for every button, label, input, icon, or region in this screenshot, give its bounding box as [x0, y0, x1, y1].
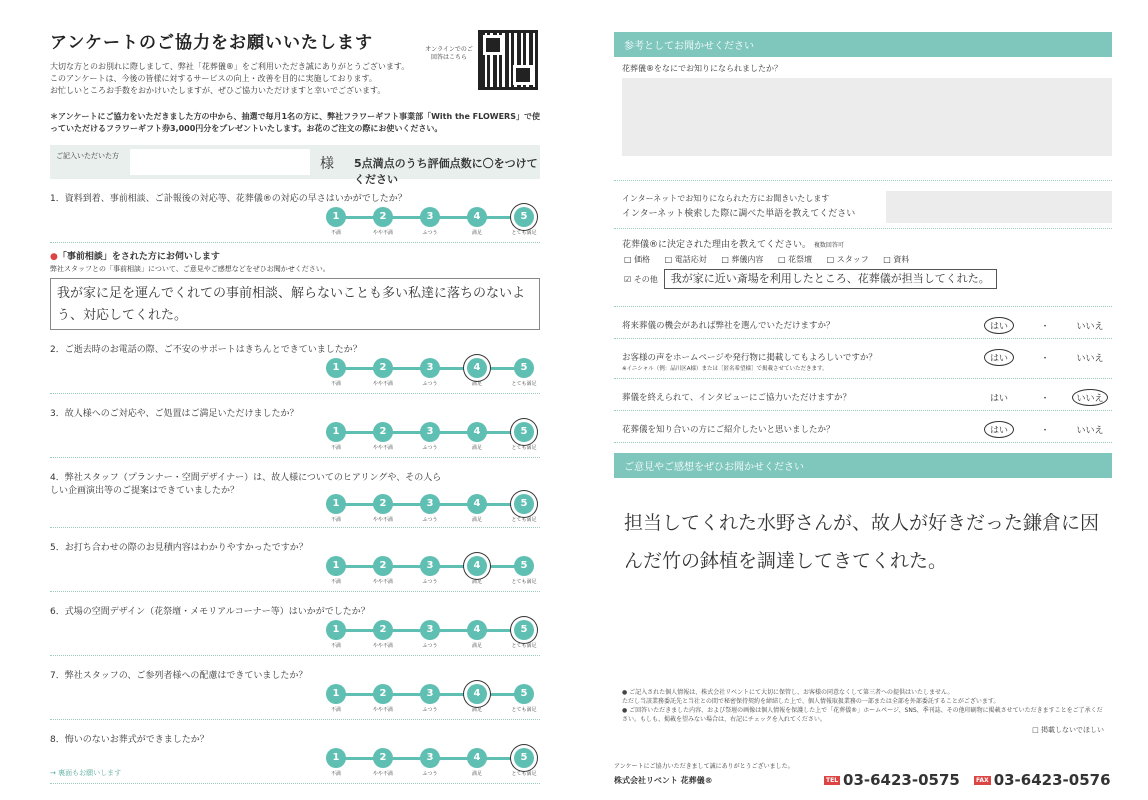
- rating-number: 1: [326, 748, 346, 768]
- rating-number: 4: [467, 620, 487, 640]
- rating-label: 満足: [471, 707, 482, 713]
- rating-label: ふつう: [422, 707, 438, 713]
- rating-number: 1: [326, 422, 346, 442]
- rating-number: 3: [420, 620, 440, 640]
- rating-label: ふつう: [422, 445, 438, 451]
- rating-option-4[interactable]: [467, 748, 487, 777]
- checkbox-staff[interactable]: □ スタッフ: [826, 255, 869, 264]
- no-option[interactable]: いいえ: [1072, 389, 1108, 406]
- rating-number: 4: [467, 207, 487, 227]
- yes-no-question: 葬儀を終えられて、インタビューにご協力いただけますか？: [622, 393, 851, 403]
- rating-label: ふつう: [422, 643, 438, 649]
- opinion-header: ご意見やご感想をぜひお聞かせください: [614, 453, 1112, 478]
- yes-option[interactable]: はい: [984, 317, 1014, 334]
- separator-dot: ・: [1040, 354, 1050, 364]
- rating-option-3[interactable]: [420, 748, 440, 777]
- rating-label: やや不満: [372, 381, 393, 387]
- yes-no-row: [614, 339, 1112, 379]
- survey-back-page: [574, 0, 1148, 800]
- page-title: アンケートのご協力をお願いいたします: [50, 33, 373, 53]
- rating-option-5[interactable]: [511, 207, 537, 236]
- checkbox-phone[interactable]: □ 電話応対: [664, 255, 707, 264]
- yes-no-question: お客様の声をホームページや発行物に掲載してもよろしいですか？: [622, 353, 877, 363]
- rating-scale: [326, 207, 536, 237]
- question-row: [50, 398, 540, 458]
- rating-number: 3: [420, 684, 440, 704]
- rating-option-3[interactable]: [420, 684, 440, 713]
- rating-number: 1: [326, 556, 346, 576]
- rating-option-3[interactable]: [420, 422, 440, 451]
- privacy-line: ● ご回答いただきました内容、および祭壇の画像は個人情報を保護した上で「花葬儀®」ホームページ、SNS、季刊誌、その他印刷物に掲載させていただきますことをご了承ください。もしも、掲載を望みない場合は、右記にチェックを入れてください。: [622, 707, 1103, 723]
- no-option[interactable]: いいえ: [1076, 426, 1104, 436]
- rating-label: 不満: [330, 445, 341, 451]
- no-publish-checkbox[interactable]: □ 掲載しないでほしい: [1032, 726, 1104, 734]
- rating-label: とても満足: [511, 643, 537, 649]
- rating-option-3[interactable]: [420, 494, 440, 523]
- question-text: 7．弊社スタッフの、ご参列者様への配慮はできていましたか？: [50, 671, 308, 681]
- rating-label: 不満: [330, 707, 341, 713]
- checkbox-price[interactable]: □ 価格: [624, 255, 651, 264]
- rating-option-3[interactable]: [420, 358, 440, 387]
- rating-label: やや不満: [372, 707, 393, 713]
- rating-option-2[interactable]: [373, 620, 393, 649]
- question-row: [50, 532, 540, 592]
- privacy-line: ただし当該業務委託先と当社との間で秘密保持契約を締結した上で、個人情報取扱業務の一部または全部を外部委託することがございます。: [622, 698, 1000, 705]
- rating-label: 満足: [471, 445, 482, 451]
- question-row: [50, 660, 540, 720]
- rating-option-1[interactable]: [326, 358, 346, 387]
- rating-option-3[interactable]: [420, 207, 440, 236]
- checkbox-other[interactable]: ☑ その他: [624, 275, 658, 284]
- lottery-notice: ＊アンケートにご協力をいただきました方の中から、抽選で毎月1名の方に、弊社フラワーギフト事業部「With the FLOWERS」で使っていただけるフラワーギフト券3,000円分をプレゼントいたします。お花のご注文の際にお使いください。: [50, 112, 540, 133]
- rating-option-2[interactable]: [373, 358, 393, 387]
- rating-option-1[interactable]: [326, 422, 346, 451]
- rating-number: 3: [420, 494, 440, 514]
- privacy-notice: [614, 688, 1112, 735]
- rating-number: 2: [373, 556, 393, 576]
- fax-badge: FAX: [976, 777, 989, 784]
- rating-number: 5: [514, 358, 534, 378]
- contact-footer: [614, 761, 1114, 789]
- rating-number: 1: [326, 207, 346, 227]
- rating-label: 不満: [330, 381, 341, 387]
- rating-label: 不満: [330, 517, 341, 523]
- rating-option-1[interactable]: [326, 748, 346, 777]
- reason-checkboxes: [614, 250, 1112, 269]
- rating-label: 不満: [330, 579, 341, 585]
- rating-option-5[interactable]: [511, 684, 537, 713]
- rating-number: 2: [373, 684, 393, 704]
- rating-option-2[interactable]: [373, 684, 393, 713]
- rating-number: 3: [420, 556, 440, 576]
- rating-label: とても満足: [511, 381, 537, 387]
- internet-question-2: インターネット検索した際に調べた単語を教えてください: [622, 209, 856, 219]
- yes-no-row: [614, 411, 1112, 443]
- rating-label: やや不満: [372, 643, 393, 649]
- yes-no-question: 将来葬儀の機会があれば弊社を選んでいただけますか？: [622, 321, 835, 331]
- rating-scale: [326, 748, 536, 778]
- rating-option-4[interactable]: [467, 358, 487, 387]
- rating-instruction: 5点満点のうち評価点数に〇をつけてください: [354, 157, 538, 186]
- rating-number: 3: [420, 422, 440, 442]
- rating-number: 2: [373, 422, 393, 442]
- question-text: 2．ご逝去時のお電話の際、ご不安のサポートはきちんとできていましたか？: [50, 345, 362, 355]
- rating-label: とても満足: [511, 579, 537, 585]
- checkbox-altar[interactable]: □ 花祭壇: [777, 255, 813, 264]
- rating-option-1[interactable]: [326, 556, 346, 585]
- question-text: 8．悔いのないお葬式ができましたか？: [50, 735, 209, 745]
- rating-label: ふつう: [422, 517, 438, 523]
- rating-label: やや不満: [372, 230, 393, 236]
- rating-number: 5: [514, 556, 534, 576]
- rating-number: 4: [467, 422, 487, 442]
- consult-section: [50, 249, 540, 330]
- rating-option-5[interactable]: [511, 422, 537, 451]
- rating-label: やや不満: [372, 445, 393, 451]
- no-option[interactable]: いいえ: [1076, 354, 1104, 364]
- rating-label: ふつう: [422, 381, 438, 387]
- rating-scale: [326, 620, 536, 650]
- rating-number: 3: [420, 358, 440, 378]
- name-field[interactable]: [130, 149, 310, 175]
- yes-no-note: ※イニシャル（例：品川区A様）または［匿名希望様］で掲載させていただきます。: [622, 366, 828, 372]
- rating-option-1[interactable]: [326, 620, 346, 649]
- rating-number: 4: [467, 556, 487, 576]
- question-text: 4．弊社スタッフ（プランナー・空間デザイナー）は、故人様についてのヒアリングや、その人らしい企画演出等のご提案はできていましたか？: [50, 473, 442, 496]
- rating-label: 満足: [471, 230, 482, 236]
- reason-note: 複数回答可: [813, 242, 844, 249]
- rating-label: 満足: [471, 381, 482, 387]
- search-term-field[interactable]: [886, 191, 1112, 223]
- know-section: [614, 57, 1112, 181]
- rating-number: 4: [467, 748, 487, 768]
- rating-option-3[interactable]: [420, 620, 440, 649]
- consult-answer: 我が家に足を運んでくれての事前相談、解らないことも多い私達に落ちのないよう、対応してくれた。: [50, 278, 540, 330]
- rating-number: 4: [467, 494, 487, 514]
- rating-option-3[interactable]: [420, 556, 440, 585]
- know-answer-field[interactable]: [622, 78, 1112, 156]
- rating-option-5[interactable]: [511, 620, 537, 649]
- rating-label: とても満足: [511, 771, 537, 777]
- consult-sub: 弊社スタッフとの「事前相談」について、ご意見やご感想などをぜひお聞かせください。: [50, 265, 330, 273]
- other-answer: 我が家に近い斎場を利用したところ、花葬儀が担当してくれた。: [664, 269, 997, 289]
- question-row: [50, 183, 540, 243]
- rating-number: 2: [373, 207, 393, 227]
- consult-heading: 「事前相談」をされた方にお伺いします: [57, 252, 220, 262]
- rating-number: 5: [514, 748, 534, 768]
- intro-line: 大切な方とのお別れに際しまして、弊社「花葬儀®」をご利用いただき誠にありがとうございます。: [50, 62, 410, 71]
- rating-number: 1: [326, 494, 346, 514]
- intro-line: お忙しいところお手数をおかけいたしますが、ぜひご協力いただけますと幸いでございます。: [50, 86, 386, 95]
- rating-label: 満足: [471, 771, 482, 777]
- reason-question: 花葬儀®に決定された理由を教えてください。: [622, 240, 812, 250]
- rating-label: やや不満: [372, 579, 393, 585]
- question-text: 3．故人様へのご対応や、ご処置はご満足いただけましたか？: [50, 409, 299, 419]
- reason-section: [614, 229, 1112, 307]
- intro-text: [50, 61, 540, 97]
- rating-label: 満足: [471, 517, 482, 523]
- question-text: 1．資料到着、事前相談、ご訃報後の対応等、花葬儀®の対応の早さはいかがでしたか？: [50, 194, 407, 204]
- rating-label: 満足: [471, 579, 482, 585]
- separator-dot: ・: [1040, 426, 1050, 436]
- rating-scale: [326, 684, 536, 714]
- question-row: [50, 462, 540, 528]
- rating-number: 4: [467, 684, 487, 704]
- rating-label: ふつう: [422, 771, 438, 777]
- rating-option-4[interactable]: [467, 494, 487, 523]
- rating-number: 3: [420, 207, 440, 227]
- question-row: [50, 596, 540, 656]
- rating-option-4[interactable]: [467, 620, 487, 649]
- rating-number: 5: [514, 684, 534, 704]
- rating-label: 不満: [330, 643, 341, 649]
- rating-option-2[interactable]: [373, 748, 393, 777]
- rating-number: 1: [326, 620, 346, 640]
- rating-scale: [326, 358, 536, 388]
- thanks-text: アンケートにご協力いただきまして誠にありがとうございました。: [614, 763, 794, 770]
- no-option[interactable]: いいえ: [1076, 322, 1104, 332]
- rating-label: とても満足: [511, 517, 537, 523]
- checkbox-materials[interactable]: □ 資料: [883, 255, 910, 264]
- rating-label: ふつう: [422, 579, 438, 585]
- internet-question-1: インターネットでお知りになられた方にお聞きいたします: [622, 194, 830, 203]
- name-label: ご記入いただいた方: [56, 152, 119, 160]
- yes-no-row: [614, 307, 1112, 339]
- question-row: [50, 724, 540, 784]
- opinion-answer: 担当してくれた水野さんが、故人が好きだった鎌倉に因んだ竹の鉢植を調達してきてくれた。: [624, 512, 1100, 572]
- qr-label: オンラインでのご回答はこちら: [425, 46, 473, 61]
- bullet-icon: ●: [50, 252, 58, 262]
- rating-number: 5: [514, 207, 534, 227]
- fax-number: 03-6423-0576: [993, 771, 1111, 789]
- rating-option-5[interactable]: [511, 748, 537, 777]
- honorific: 様: [320, 156, 334, 172]
- question-text: 5．お打ち合わせの際のお見積内容はわかりやすかったですか？: [50, 543, 308, 553]
- rating-option-1[interactable]: [326, 207, 346, 236]
- rating-scale: [326, 494, 536, 524]
- rating-number: 5: [514, 620, 534, 640]
- rating-label: 不満: [330, 230, 341, 236]
- rating-number: 5: [514, 422, 534, 442]
- yes-option[interactable]: はい: [984, 349, 1014, 366]
- rating-label: とても満足: [511, 445, 537, 451]
- rating-label: 満足: [471, 643, 482, 649]
- rating-option-5[interactable]: [511, 358, 537, 387]
- rating-option-2[interactable]: [373, 556, 393, 585]
- rating-label: やや不満: [372, 517, 393, 523]
- rating-label: とても満足: [511, 707, 537, 713]
- tel-badge: TEL: [826, 777, 839, 784]
- rating-number: 1: [326, 684, 346, 704]
- checkbox-content[interactable]: □ 葬儀内容: [721, 255, 764, 264]
- rating-option-5[interactable]: [511, 556, 537, 585]
- rating-number: 2: [373, 494, 393, 514]
- separator-dot: ・: [1040, 322, 1050, 332]
- tel-number: 03-6423-0575: [843, 771, 960, 789]
- rating-option-1[interactable]: [326, 684, 346, 713]
- yes-no-list: [614, 307, 1114, 443]
- yes-no-row: [614, 379, 1112, 411]
- respondent-name-bar: [50, 145, 540, 186]
- rating-option-4[interactable]: [467, 207, 487, 236]
- rating-option-2[interactable]: [373, 494, 393, 523]
- rating-number: 2: [373, 358, 393, 378]
- rating-number: 3: [420, 748, 440, 768]
- internet-section: [614, 181, 1112, 229]
- yes-no-question: 花葬儀を知り合いの方にご紹介したいと思いましたか？: [622, 425, 835, 435]
- rating-label: とても満足: [511, 230, 537, 236]
- rating-label: 不満: [330, 771, 341, 777]
- rating-number: 5: [514, 494, 534, 514]
- rating-label: やや不満: [372, 771, 393, 777]
- rating-number: 1: [326, 358, 346, 378]
- privacy-line: ● ご記入された個人情報は、株式会社リベントにて大切に保管し、お客様の同意なくして第三者への提供はいたしません。: [622, 689, 954, 696]
- rating-number: 4: [467, 358, 487, 378]
- rating-scale: [326, 556, 536, 586]
- rating-option-2[interactable]: [373, 422, 393, 451]
- company-name: 株式会社リベント 花葬儀®: [614, 776, 713, 785]
- question-list: [50, 183, 540, 784]
- rating-option-4[interactable]: [467, 684, 487, 713]
- back-page-note: → 裏面もお願いします: [50, 769, 122, 777]
- rating-number: 2: [373, 748, 393, 768]
- know-question: 花葬儀®をなにでお知りになられましたか？: [622, 64, 782, 73]
- yes-option[interactable]: はい: [989, 394, 1008, 404]
- rating-option-1[interactable]: [326, 494, 346, 523]
- qr-code-icon[interactable]: [478, 30, 538, 90]
- reference-header: 参考としてお聞かせください: [614, 32, 1112, 57]
- question-row: [50, 334, 540, 394]
- separator-dot: ・: [1040, 394, 1050, 404]
- yes-option[interactable]: はい: [984, 421, 1014, 438]
- rating-option-2[interactable]: [373, 207, 393, 236]
- question-text: 6．式場の空間デザイン（花祭壇・メモリアルコーナー等）はいかがでしたか？: [50, 607, 370, 617]
- rating-scale: [326, 422, 536, 452]
- rating-option-4[interactable]: [467, 422, 487, 451]
- rating-option-5[interactable]: [511, 494, 537, 523]
- rating-option-4[interactable]: [467, 556, 487, 585]
- rating-label: ふつう: [422, 230, 438, 236]
- intro-line: このアンケートは、今後の皆様に対するサービスの向上・改善を目的に実施しております。: [50, 74, 377, 83]
- rating-number: 2: [373, 620, 393, 640]
